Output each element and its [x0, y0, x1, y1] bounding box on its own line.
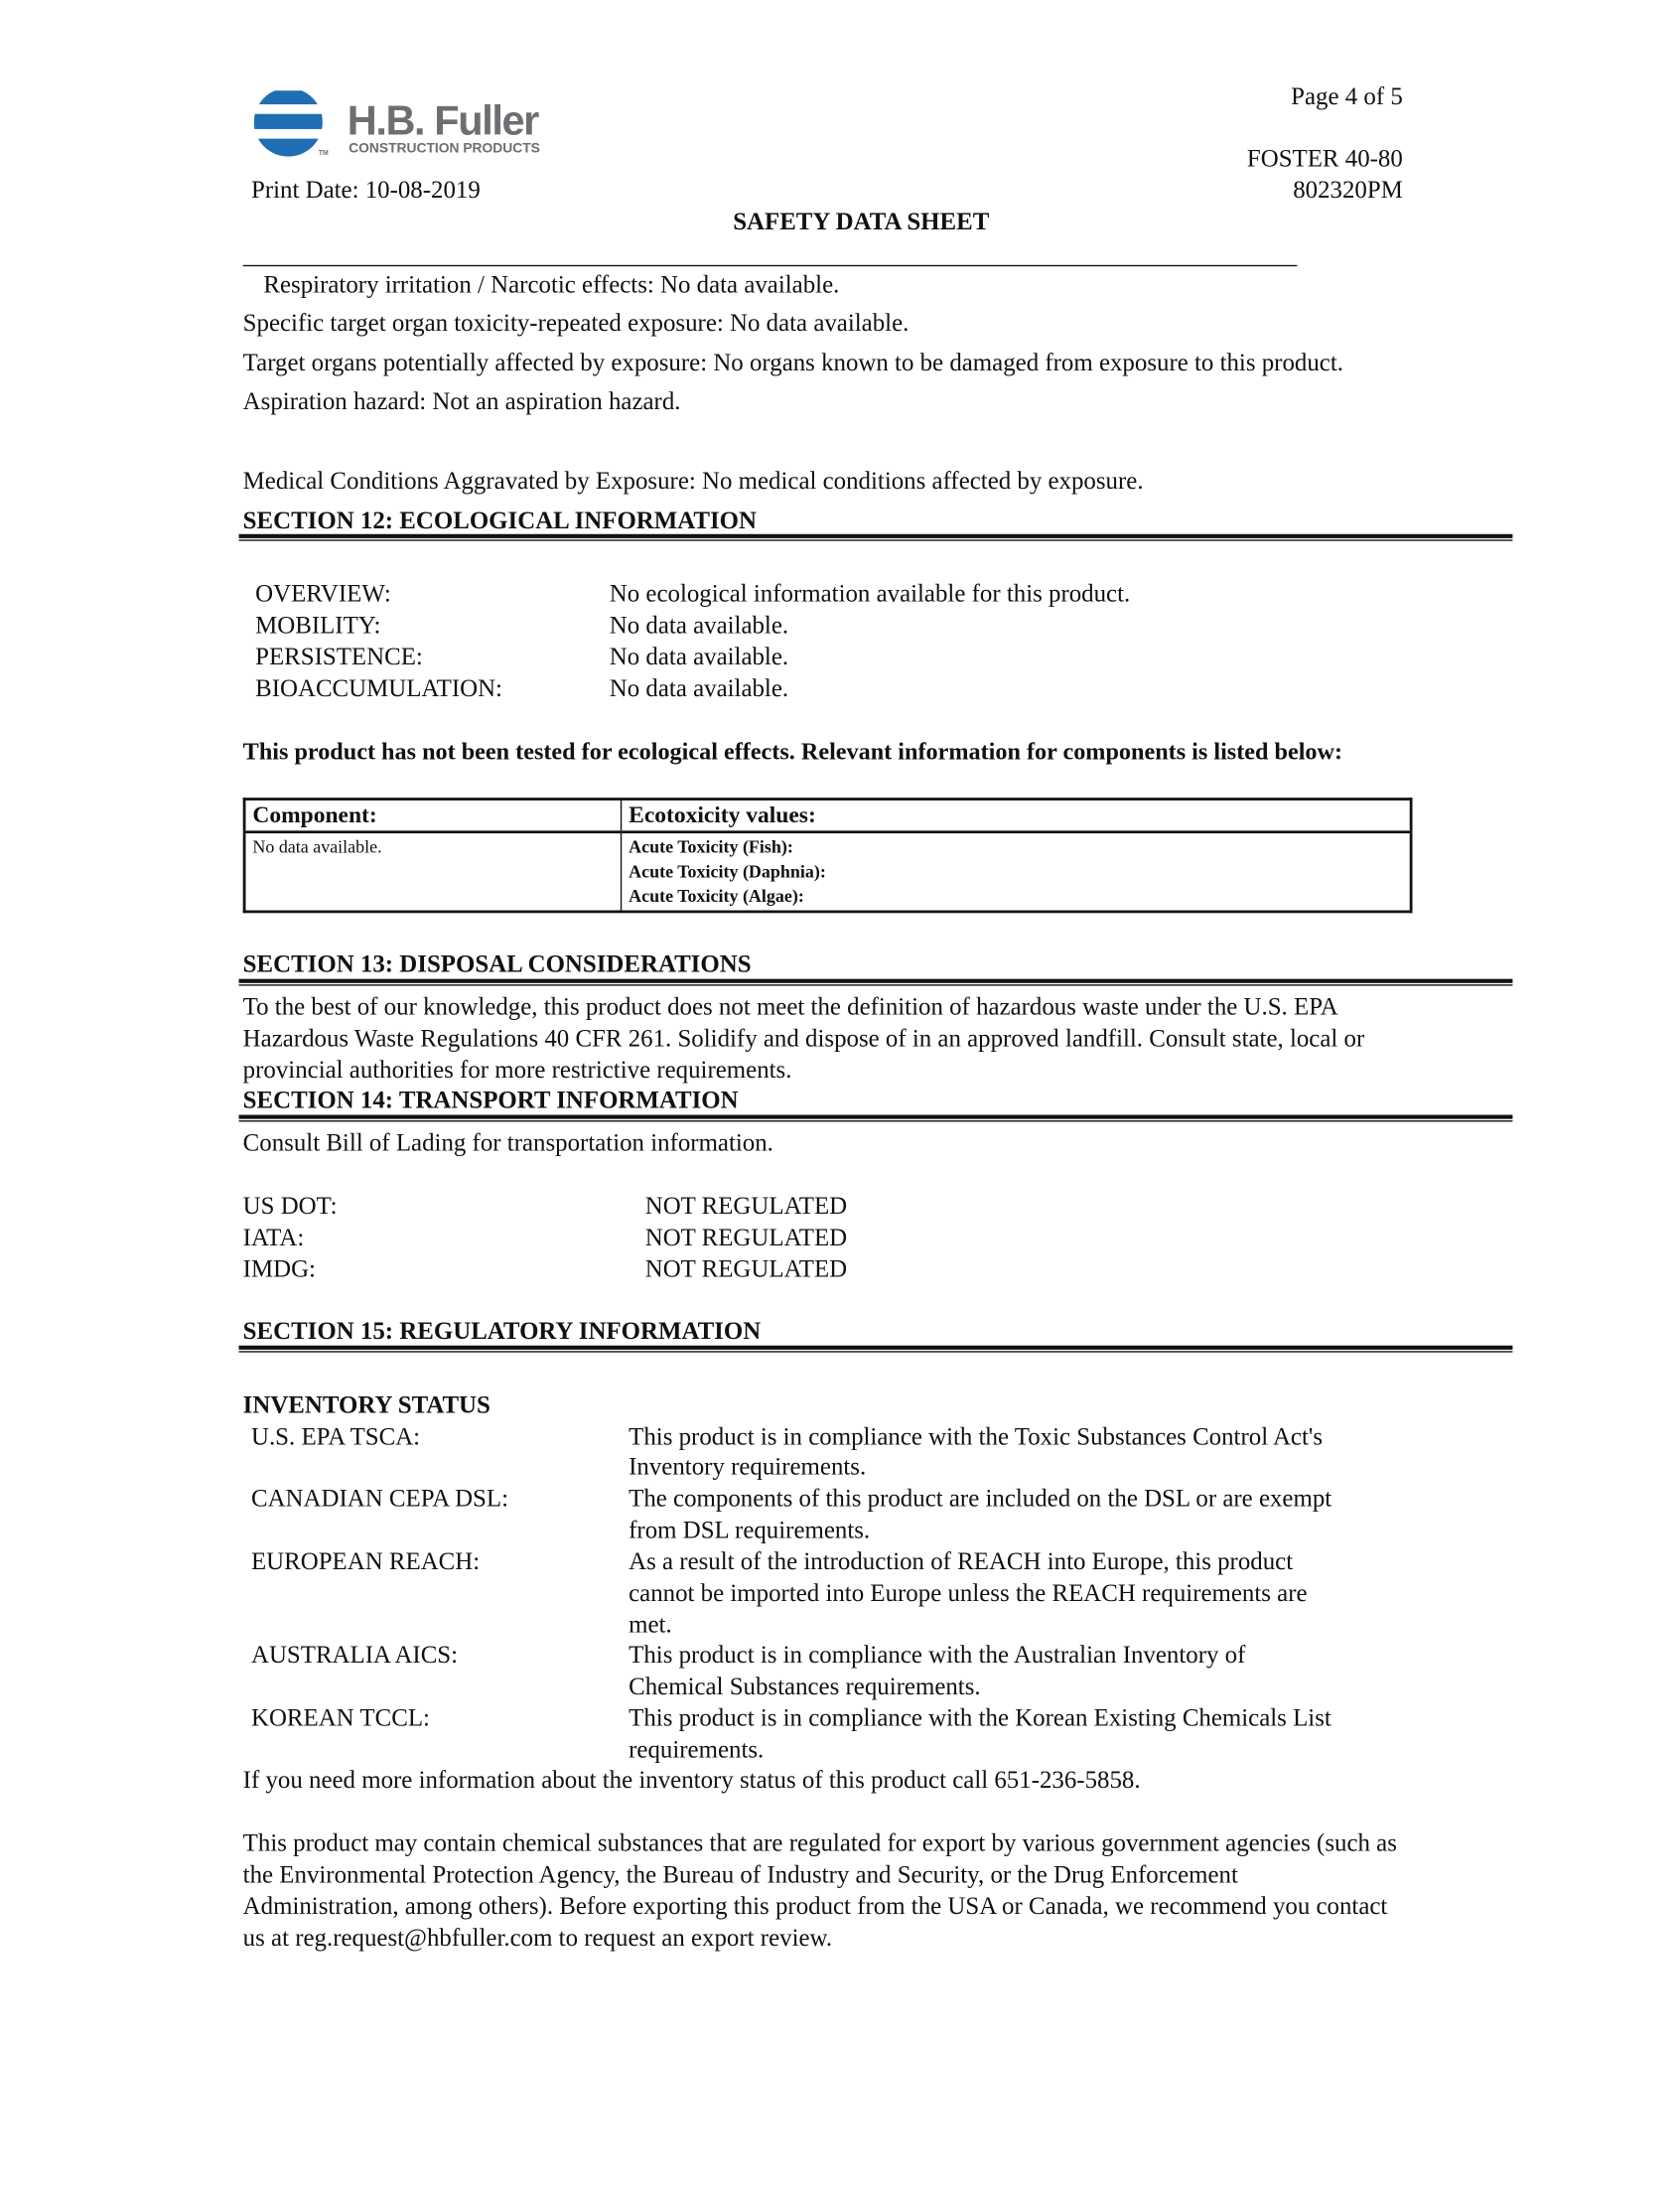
- medical-conditions-line: Medical Conditions Aggravated by Exposure: No medical conditions affected by exposure.: [242, 467, 1144, 495]
- respiratory-line: Respiratory irritation / Narcotic effects: No data available.: [263, 270, 840, 298]
- us-dot-label: US DOT:: [242, 1191, 338, 1220]
- reach-label: EUROPEAN REACH:: [250, 1546, 481, 1575]
- section-14-title: SECTION 14: TRANSPORT INFORMATION: [242, 1086, 739, 1114]
- brand-subtitle: CONSTRUCTION PRODUCTS: [349, 141, 540, 157]
- aics-value: Chemical Substances requirements.: [629, 1672, 981, 1700]
- section-13-title: SECTION 13: DISPOSAL CONSIDERATIONS: [242, 949, 752, 978]
- export-line: This product may contain chemical substances that are regulated for export by various government agencies (such as: [242, 1828, 1397, 1857]
- reach-value: met.: [629, 1610, 672, 1639]
- hb-fuller-logo-icon: [254, 87, 323, 156]
- disposal-line: To the best of our knowledge, this product does not meet the definition of hazardous waste under the U.S. EPA: [242, 992, 1338, 1021]
- ecotoxicity-table: [243, 798, 1413, 913]
- tccl-value: requirements.: [629, 1735, 765, 1764]
- persistence-label: PERSISTENCE:: [255, 642, 423, 670]
- export-line: the Environmental Protection Agency, the Bureau of Industry and Security, or the Drug Enforcement: [242, 1860, 1238, 1888]
- tsca-value: Inventory requirements.: [629, 1452, 867, 1481]
- disposal-line: Hazardous Waste Regulations 40 CFR 261. Solidify and dispose of in an approved landfill. Consult state, local or: [242, 1024, 1365, 1052]
- cepa-label: CANADIAN CEPA DSL:: [250, 1484, 509, 1513]
- cepa-value: from DSL requirements.: [629, 1516, 871, 1543]
- product-name: FOSTER 40-80: [1246, 144, 1403, 172]
- section-15-rule: [239, 1346, 1513, 1353]
- overview-label: OVERVIEW:: [255, 579, 391, 608]
- persistence-value: No data available.: [609, 642, 789, 670]
- iata-value: NOT REGULATED: [644, 1223, 848, 1251]
- iata-label: IATA:: [242, 1223, 305, 1251]
- tccl-value: This product is in compliance with the Korean Existing Chemicals List: [629, 1703, 1331, 1732]
- target-organs-line: Target organs potentially affected by exposure: No organs known to be damaged from exposure to this product.: [242, 349, 1343, 376]
- acute-fish: Acute Toxicity (Fish):: [629, 835, 793, 857]
- acute-algae: Acute Toxicity (Algae):: [629, 885, 804, 907]
- overview-value: No ecological information available for this product.: [609, 579, 1131, 608]
- inventory-contact: If you need more information about the inventory status of this product call 651-236-5858.: [242, 1765, 1141, 1794]
- stot-repeated-line: Specific target organ toxicity-repeated exposure: No data available.: [242, 309, 910, 337]
- document-title: SAFETY DATA SHEET: [733, 207, 990, 235]
- header-divider: [243, 265, 1298, 266]
- table-row: [244, 832, 1411, 912]
- section-15-title: SECTION 15: REGULATORY INFORMATION: [242, 1316, 762, 1345]
- mobility-label: MOBILITY:: [255, 611, 381, 639]
- component-cell: No data available.: [244, 832, 621, 912]
- component-header: Component:: [244, 800, 621, 832]
- trademark: TM: [318, 149, 329, 158]
- cepa-value: The components of this product are included on the DSL or are exempt: [629, 1484, 1332, 1513]
- section-14-rule: [239, 1115, 1513, 1122]
- aics-label: AUSTRALIA AICS:: [250, 1640, 459, 1669]
- imdg-label: IMDG:: [242, 1254, 316, 1283]
- transport-intro: Consult Bill of Lading for transportation information.: [242, 1128, 773, 1156]
- export-line: us at reg.request@hbfuller.com to request an export review.: [242, 1923, 833, 1952]
- ecotoxicity-cell: [622, 832, 1412, 912]
- us-dot-value: NOT REGULATED: [644, 1191, 848, 1220]
- tccl-label: KOREAN TCCL:: [250, 1703, 430, 1732]
- imdg-value: NOT REGULATED: [644, 1254, 848, 1283]
- product-code: 802320PM: [1293, 175, 1403, 204]
- tsca-value: This product is in compliance with the Toxic Substances Control Act's: [629, 1422, 1324, 1450]
- export-line: Administration, among others). Before exporting this product from the USA or Canada, we recommend you contact: [242, 1891, 1388, 1920]
- tsca-label: U.S. EPA TSCA:: [250, 1422, 421, 1450]
- ecotoxicity-header: Ecotoxicity values:: [622, 800, 1412, 832]
- aspiration-line: Aspiration hazard: Not an aspiration hazard.: [242, 386, 681, 415]
- disposal-line: provincial authorities for more restrictive requirements.: [242, 1056, 792, 1084]
- ecological-note: This product has not been tested for ecological effects. Relevant information for components is listed below:: [242, 737, 1343, 765]
- aics-value: This product is in compliance with the Australian Inventory of: [629, 1640, 1246, 1669]
- acute-daphnia: Acute Toxicity (Daphnia):: [629, 860, 826, 882]
- section-12-rule: [239, 534, 1513, 541]
- section-13-rule: [239, 979, 1513, 986]
- table-header-row: [244, 800, 1411, 832]
- reach-value: cannot be imported into Europe unless the REACH requirements are: [629, 1578, 1308, 1607]
- inventory-status-title: INVENTORY STATUS: [242, 1390, 490, 1419]
- bioaccumulation-label: BIOACCUMULATION:: [255, 673, 502, 702]
- brand-name: H.B. Fuller: [347, 98, 538, 145]
- mobility-value: No data available.: [609, 611, 789, 639]
- print-date: Print Date: 10-08-2019: [250, 175, 481, 204]
- bioaccumulation-value: No data available.: [609, 673, 789, 702]
- page-number: Page 4 of 5: [1291, 81, 1403, 110]
- reach-value: As a result of the introduction of REACH into Europe, this product: [629, 1546, 1294, 1575]
- section-12-title: SECTION 12: ECOLOGICAL INFORMATION: [242, 507, 758, 534]
